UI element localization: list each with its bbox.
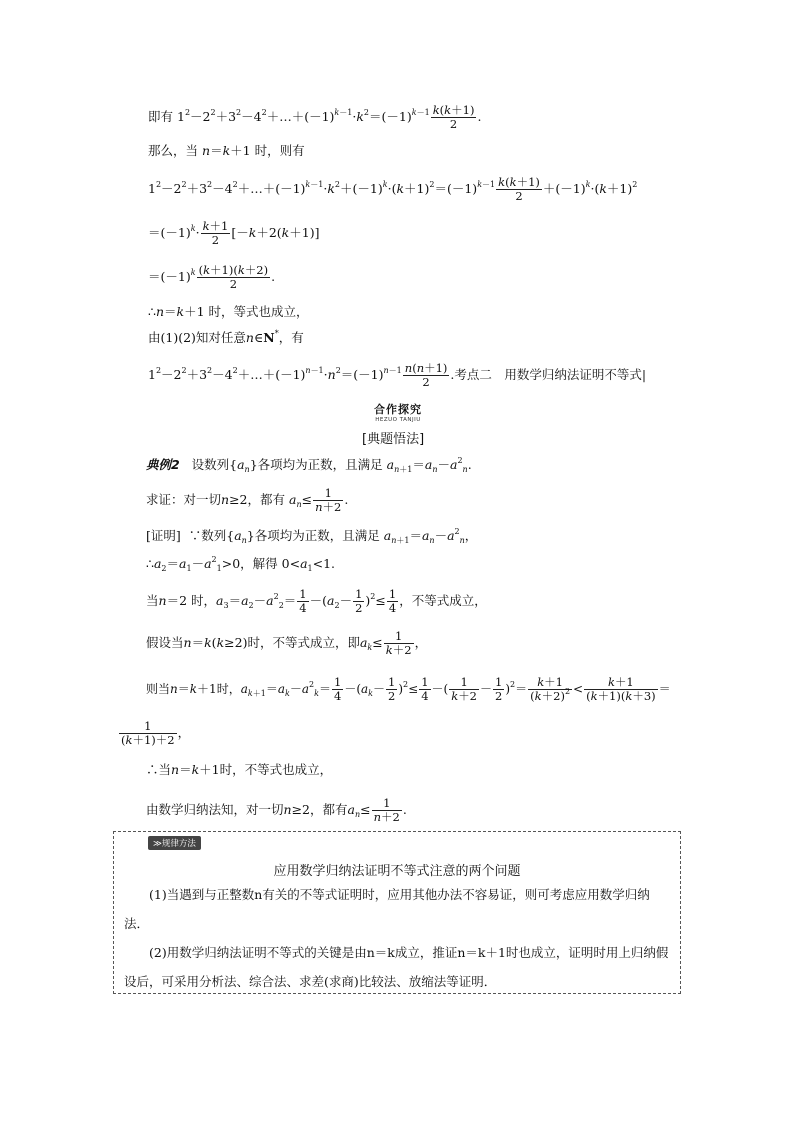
fraction: $\frac{1}{2}$ [388,675,396,703]
tip-paragraph-1: (1)当遇到与正整数n有关的不等式证明时，应用其他办法不容易证，则可考虑应用数学归纳法． [124,887,650,931]
section-title [368,401,428,423]
proof2-line-5: 则当n＝k＋1时，$a_{k+1}=a_k-a^2_k=$ $\frac{1}{4}$ $-(a_k-$ $\frac{1}{2}$ )$^2$≤ $\frac{1}{4}$ －( $\frac{1}{k+2}$ － $\frac{1}{2}$ )$^2$＝ $\frac{k+1}{(k+2)^2}$ < $\frac{k+1}{(k+1)(k+3)}$ ＝ [146,675,671,703]
fraction: $\frac{1}{n+2}$ [373,796,400,824]
text: 各项均为正数，且满足 [254,528,380,543]
fraction: $\frac{k(k+1)}{2}$ [432,103,475,131]
text: 当 [146,593,159,608]
example-label: 典例2 [146,457,180,472]
text: ∵数列 [188,528,227,543]
fraction: $\frac{1}{4}$ [299,587,307,615]
proof-line-3: $1^2-2^2+3^2-4^2+\dots+(-1)^{k-1}\cdot k^2+(-1)^k\cdot(k+1)^2=(-1)^{k-1}$ $\frac{k(k+1)}{2}$ $+(-1)^k\cdot(k+1)^2$ [148,175,638,203]
fraction: $\frac{1}{4}$ [421,675,429,703]
proof-line-2: 那么，当 n＝k＋1 时，则有 [148,143,305,158]
text-then: 那么，当 [148,143,199,158]
proof-line-1: 即有 $1^2-2^2+3^2-4^2+\dots+(-1)^{k-1}\cdot k^2=(-1)^{k-1}$ $\frac{k(k+1)}{2}$ . [148,103,482,131]
text: 各项均为正数，且满足 [257,457,383,472]
text: ，不等式成立， [399,593,487,608]
proof2-line-6: ∴当n＝k＋1时，不等式也成立， [146,762,333,777]
proof2-line-7: 由数学归纳法知，对一切n≥2，都有$a_n\le$ $\frac{1}{n+2}$ . [146,796,407,824]
proof-line-5: $=(-1)^k$ $\frac{(k+1)(k+2)}{2}$ . [148,263,276,291]
proof-line-7: 由(1)(2)知对任意n∈N*，有 [148,329,304,345]
fraction: $\frac{(k+1)(k+2)}{2}$ [198,263,269,291]
example-prove: 求证：对一切n≥2，都有 $a_n\le$ $\frac{1}{n+2}$ . [146,486,349,514]
text-then-tail: 时，则有 [254,143,305,158]
fraction: $\frac{1}{2}$ [355,587,363,615]
text: 设数列 [191,457,230,472]
example-statement: 典例2 设数列$\{a_n\}$各项均为正数，且满足 $a_{n+1}=a_n-a^2_n$. [146,456,472,474]
fraction: $\frac{1}{(k+1)+2}$ [121,719,175,747]
section-title-pinyin: HEZUO TANJIU [375,417,421,423]
proof2-line-4: 假设当n＝k(k≥2)时，不等式成立，即$a_k\le$ $\frac{1}{k+2}$ ， [146,629,428,657]
fraction: $\frac{k+1}{(k+1)(k+3)}$ [586,675,656,703]
section-title-text: 合作探究 [374,403,422,416]
text: ，都有 [310,802,348,817]
text: 则当 [146,682,171,696]
proof2-line-2: $\therefore a_2=a_1-a^2_1>0$，解得 $0<a_1<1$. [146,555,336,573]
proof-line-6: ∴n＝k＋1 时，等式也成立， [148,304,309,319]
tip-badge: ≫规律方法 [148,836,201,850]
text: 时，等式也成立， [208,304,309,319]
proof-line-4: $=(-1)^k\cdot$ $\frac{k+1}{2}$ [－k＋2(k＋1)] [148,219,320,247]
text: 时，不等式也成立， [219,762,333,777]
fraction: $\frac{1}{n+2}$ [315,486,342,514]
proof-line-8: $1^2-2^2+3^2-4^2+\dots+(-1)^{n-1}\cdot n^2=(-1)^{n-1}$ $\frac{n(n+1)}{2}$ .考点二 用数学归纳法证明不等式| [148,361,647,389]
method-tip-box [113,831,681,994]
topic-label: 考点二 用数学归纳法证明不等式 [454,367,642,382]
text: ，有 [278,330,304,345]
fraction: $\frac{1}{4}$ [333,675,342,703]
text: ，都有 [247,492,286,507]
proof2-line-3: 当n＝2 时，$a_3=a_2-a^2_2=$ $\frac{1}{4}$ $-(a_2-$ $\frac{1}{2}$ )$^2$≤ $\frac{1}{4}$ ，不等式成立， [146,587,487,615]
text: 假设当 [146,635,184,650]
fraction: $\frac{k+1}{(k+2)^2}$ [530,675,571,703]
text-lead: 即有 [148,109,174,124]
fraction: $\frac{n(n+1)}{2}$ [404,361,448,389]
subhead: [典题悟法] [362,432,425,447]
tip-paragraph-2: (2)用数学归纳法证明不等式的关键是由n＝k成立，推证n＝k＋1时也成立，证明时用上归纳假设后，可采用分析法、综合法、求差(求商)比较法、放缩法等证明． [124,945,669,989]
fraction: $\frac{1}{k+2}$ [451,675,478,703]
text: 由(1)(2)知对任意 [148,330,246,345]
tip-title: 应用数学归纳法证明不等式注意的两个问题 [273,864,521,879]
fraction: $\frac{1}{k+2}$ [385,629,412,657]
fraction: $\frac{1}{2}$ [495,675,503,703]
fraction: $\frac{1}{4}$ [388,587,397,615]
text: 求证：对一切 [146,492,222,507]
fraction: $\frac{k(k+1)}{2}$ [498,175,540,203]
text: 由数学归纳法知，对一切 [146,802,284,817]
text: ∴当 [146,762,172,777]
proof2-line-1: [证明] ∵数列$\{a_n\}$各项均为正数，且满足 $a_{n+1}=a_n-a^2_n$， [146,527,478,545]
text: ，解得 [240,556,278,571]
text: 时，不等式成立，即 [247,635,360,650]
therefore: ∴ [148,304,156,319]
fraction: $\frac{k+1}{2}$ [202,219,229,247]
proof-label: [证明] [146,528,181,543]
text: 时， [216,682,241,696]
proof2-line-5b: $\frac{1}{(k+1)+2}$ ， [121,719,191,747]
